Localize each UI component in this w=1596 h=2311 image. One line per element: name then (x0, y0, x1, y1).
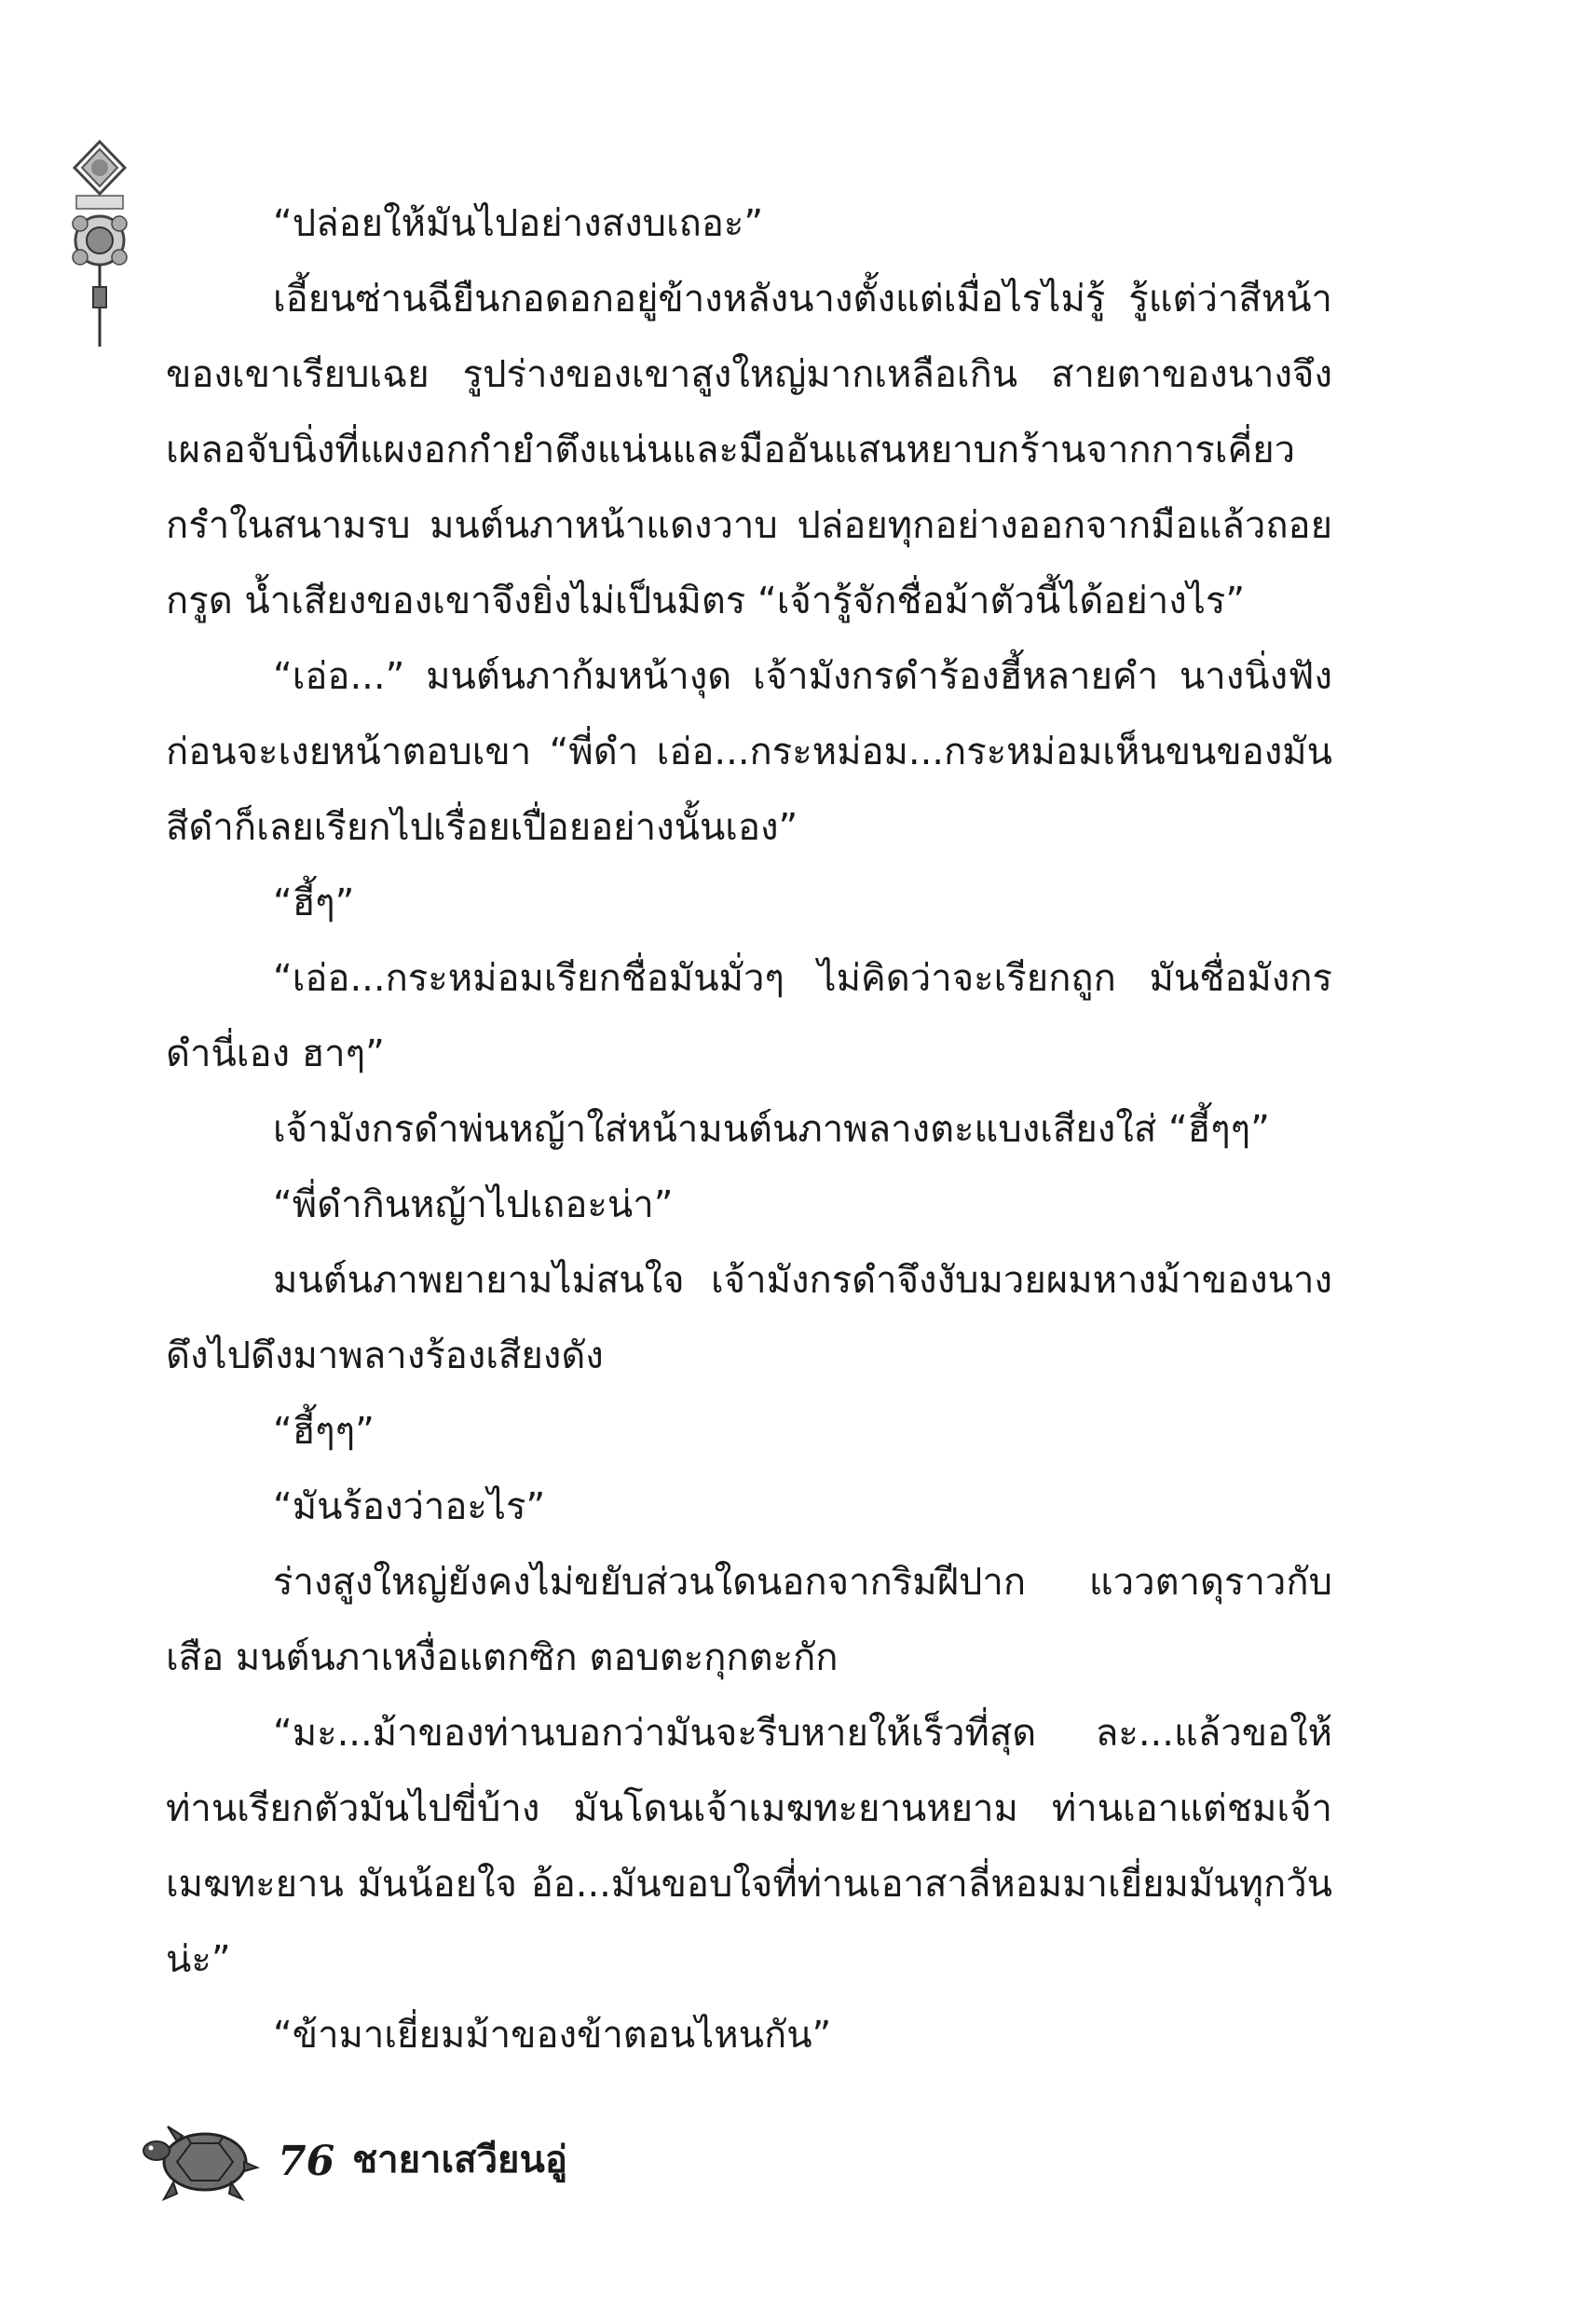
paragraph: “ฮี้ๆ” (273, 882, 355, 924)
page-number: 76 (278, 2138, 335, 2185)
paragraph: “เอ่อ...กระหม่อมเรียกชื่อมันมั่วๆ ไม่คิดว่าจะเรียกถูก มันชื่อมังกรดำนี่เอง ฮาๆ” (166, 957, 1332, 1075)
paragraph: “มันร้องว่าอะไร” (273, 1485, 546, 1528)
page-footer (140, 2108, 699, 2220)
turtle-icon (140, 2108, 261, 2210)
paragraph: เอี้ยนซ่านฉียืนกอดอกอยู่ข้างหลังนางตั้งแต่เมื่อไรไม่รู้ รู้แต่ว่าสีหน้าของเขาเรียบเฉย รูปร่างของเขาสูงใหญ่มากเหลือเกิน สายตาของนางจึงเผลอจับนิ่งที่แผงอกกำยำตึงแน่นและมืออันแสนหยาบกร้านจากการเคี่ยวกรำในสนามรบ มนต์นภาหน้าแดงวาบ ปล่อยทุกอย่างออกจากมือแล้วถอยกรูด น้ำเสียงของเขาจึงยิ่งไม่เป็นมิตร “เจ้ารู้จักชื่อม้าตัวนี้ได้อย่างไร” (166, 278, 1332, 622)
body-text (166, 186, 1332, 2073)
paragraph: “ปล่อยให้มันไปอย่างสงบเถอะ” (273, 202, 764, 245)
paragraph: เจ้ามังกรดำพ่นหญ้าใส่หน้ามนต์นภาพลางตะแบงเสียงใส่ “ฮี้ๆๆ” (273, 1108, 1270, 1151)
book-title: ชายาเสวียนอู่ (352, 2139, 567, 2181)
chinese-knot-ornament-icon (67, 140, 132, 354)
paragraph: “ข้ามาเยี่ยมม้าของข้าตอนไหนกัน” (273, 2014, 832, 2057)
paragraph: “ฮี้ๆๆ” (273, 1410, 375, 1453)
paragraph: “เอ่อ...” มนต์นภาก้มหน้างุด เจ้ามังกรดำร้องฮี้หลายคำ นางนิ่งฟังก่อนจะเงยหน้าตอบเขา “พี่ดำ เอ่อ...กระหม่อม...กระหม่อมเห็นขนของมันสีดำก็เลยเรียกไปเรื่อยเปื่อยอย่างนั้นเอง” (166, 655, 1332, 849)
paragraph: “มะ...ม้าของท่านบอกว่ามันจะรีบหายให้เร็วที่สุด ละ...แล้วขอให้ท่านเรียกตัวมันไปขี่บ้าง มันโดนเจ้าเมฆทะยานหยาม ท่านเอาแต่ชมเจ้าเมฆทะยาน มันน้อยใจ อ้อ...มันขอบใจที่ท่านเอาสาลี่หอมมาเยี่ยมมันทุกวันน่ะ” (166, 1712, 1332, 1981)
paragraph: ร่างสูงใหญ่ยังคงไม่ขยับส่วนใดนอกจากริมฝีปาก แววตาดุราวกับเสือ มนต์นภาเหงื่อแตกซิก ตอบตะกุกตะกัก (166, 1561, 1332, 1679)
paragraph: มนต์นภาพยายามไม่สนใจ เจ้ามังกรดำจึงงับมวยผมหางม้าของนางดึงไปดึงมาพลางร้องเสียงดัง (166, 1259, 1332, 1377)
paragraph: “พี่ดำกินหญ้าไปเถอะน่า” (273, 1183, 674, 1226)
